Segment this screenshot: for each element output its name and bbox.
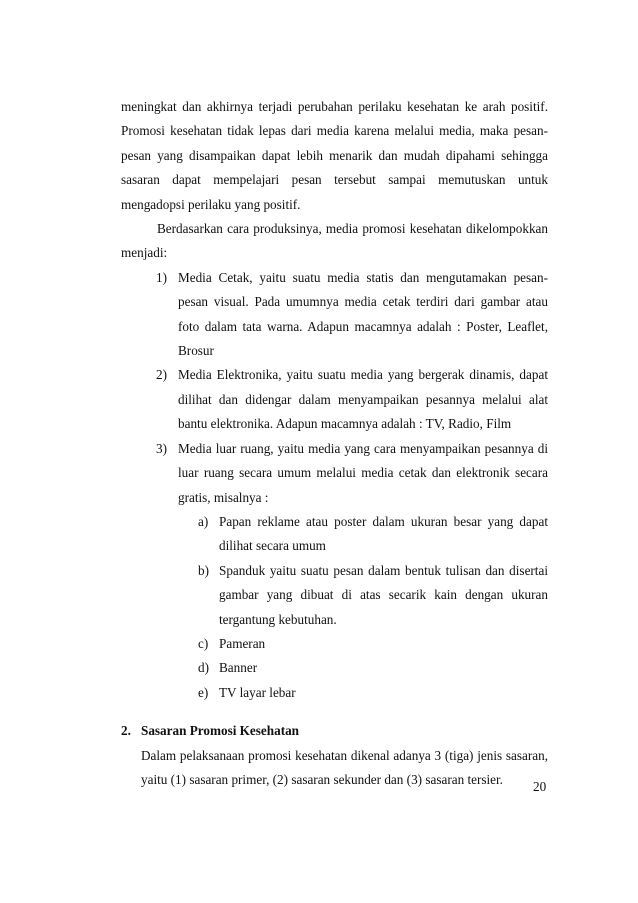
sublist-item-text: Papan reklame atau poster dalam ukuran besar yang dapat dilihat secara umum — [219, 513, 548, 554]
paragraph-media-promosi: meningkat dan akhirnya terjadi perubahan perilaku kesehatan ke arah positif. Promosi kesehatan tidak lepas dari media karena melalui media, maka pesan-pesan yang disampaikan dapat lebih menarik dan mudah dipahami sehingga sasaran dapat mempelajari pesan tersebut sampai memutuskan untuk mengadopsi perilaku yang positif. — [121, 99, 548, 212]
sublist-item-text: Banner — [219, 660, 258, 676]
sublist-item-banner — [198, 656, 548, 680]
sublist-item-text: TV layar lebar — [219, 684, 296, 700]
outdoor-media-sublist — [178, 510, 548, 705]
sublist-marker: c) — [198, 635, 209, 651]
list-item-media-elektronika — [156, 363, 548, 436]
sublist-marker: e) — [198, 684, 209, 700]
sublist-marker: d) — [198, 660, 209, 676]
paragraph-berdasarkan: Berdasarkan cara produksinya, media promosi kesehatan dikelompokkan menjadi: — [121, 221, 548, 261]
page-number: 20 — [533, 779, 547, 794]
sublist-item-papan-reklame — [198, 510, 548, 559]
list-marker: 1) — [156, 269, 167, 285]
list-item-text: Media luar ruang, yaitu media yang cara menyampaikan pesannya di luar ruang secara umum melalui media cetak dan elektronik secara gratis, misalnya : — [178, 440, 548, 505]
list-item-media-luar-ruang — [156, 437, 548, 705]
list-item-media-cetak — [156, 266, 548, 364]
sublist-marker: a) — [198, 513, 209, 529]
media-type-list — [121, 266, 548, 705]
sublist-item-text: Spanduk yaitu suatu pesan dalam bentuk tulisan dan disertai gambar yang dibuat di atas secarik kain dengan ukuran tergantung kebutuhan. — [219, 562, 548, 627]
section-heading — [121, 719, 548, 743]
section-body: Dalam pelaksanaan promosi kesehatan dikenal adanya 3 (tiga) jenis sasaran, yaitu (1) sasaran primer, (2) sasaran sekunder dan (3) sasaran tersier. — [141, 747, 548, 787]
sublist-item-text: Pameran — [219, 635, 266, 651]
list-item-text: Media Cetak, yaitu suatu media statis dan mengutamakan pesan-pesan visual. Pada umumnya media cetak terdiri dari gambar atau foto dalam tata warna. Adapun macamnya adalah : Poster, Leaflet, Brosur — [178, 269, 548, 359]
section-title: Sasaran Promosi Kesehatan — [141, 723, 300, 739]
list-marker: 3) — [156, 440, 167, 456]
sublist-item-spanduk — [198, 559, 548, 632]
page-content — [121, 95, 548, 792]
list-item-text: Media Elektronika, yaitu suatu media yang bergerak dinamis, dapat dilihat dan didengar dalam menyampaikan pesannya melalui alat bantu elektronika. Adapun macamnya adalah : TV, Radio, Film — [178, 367, 548, 432]
sublist-item-pameran — [198, 632, 548, 656]
list-marker: 2) — [156, 367, 167, 383]
section-number: 2. — [121, 723, 131, 739]
sublist-item-tv-layar-lebar — [198, 681, 548, 705]
sublist-marker: b) — [198, 562, 209, 578]
